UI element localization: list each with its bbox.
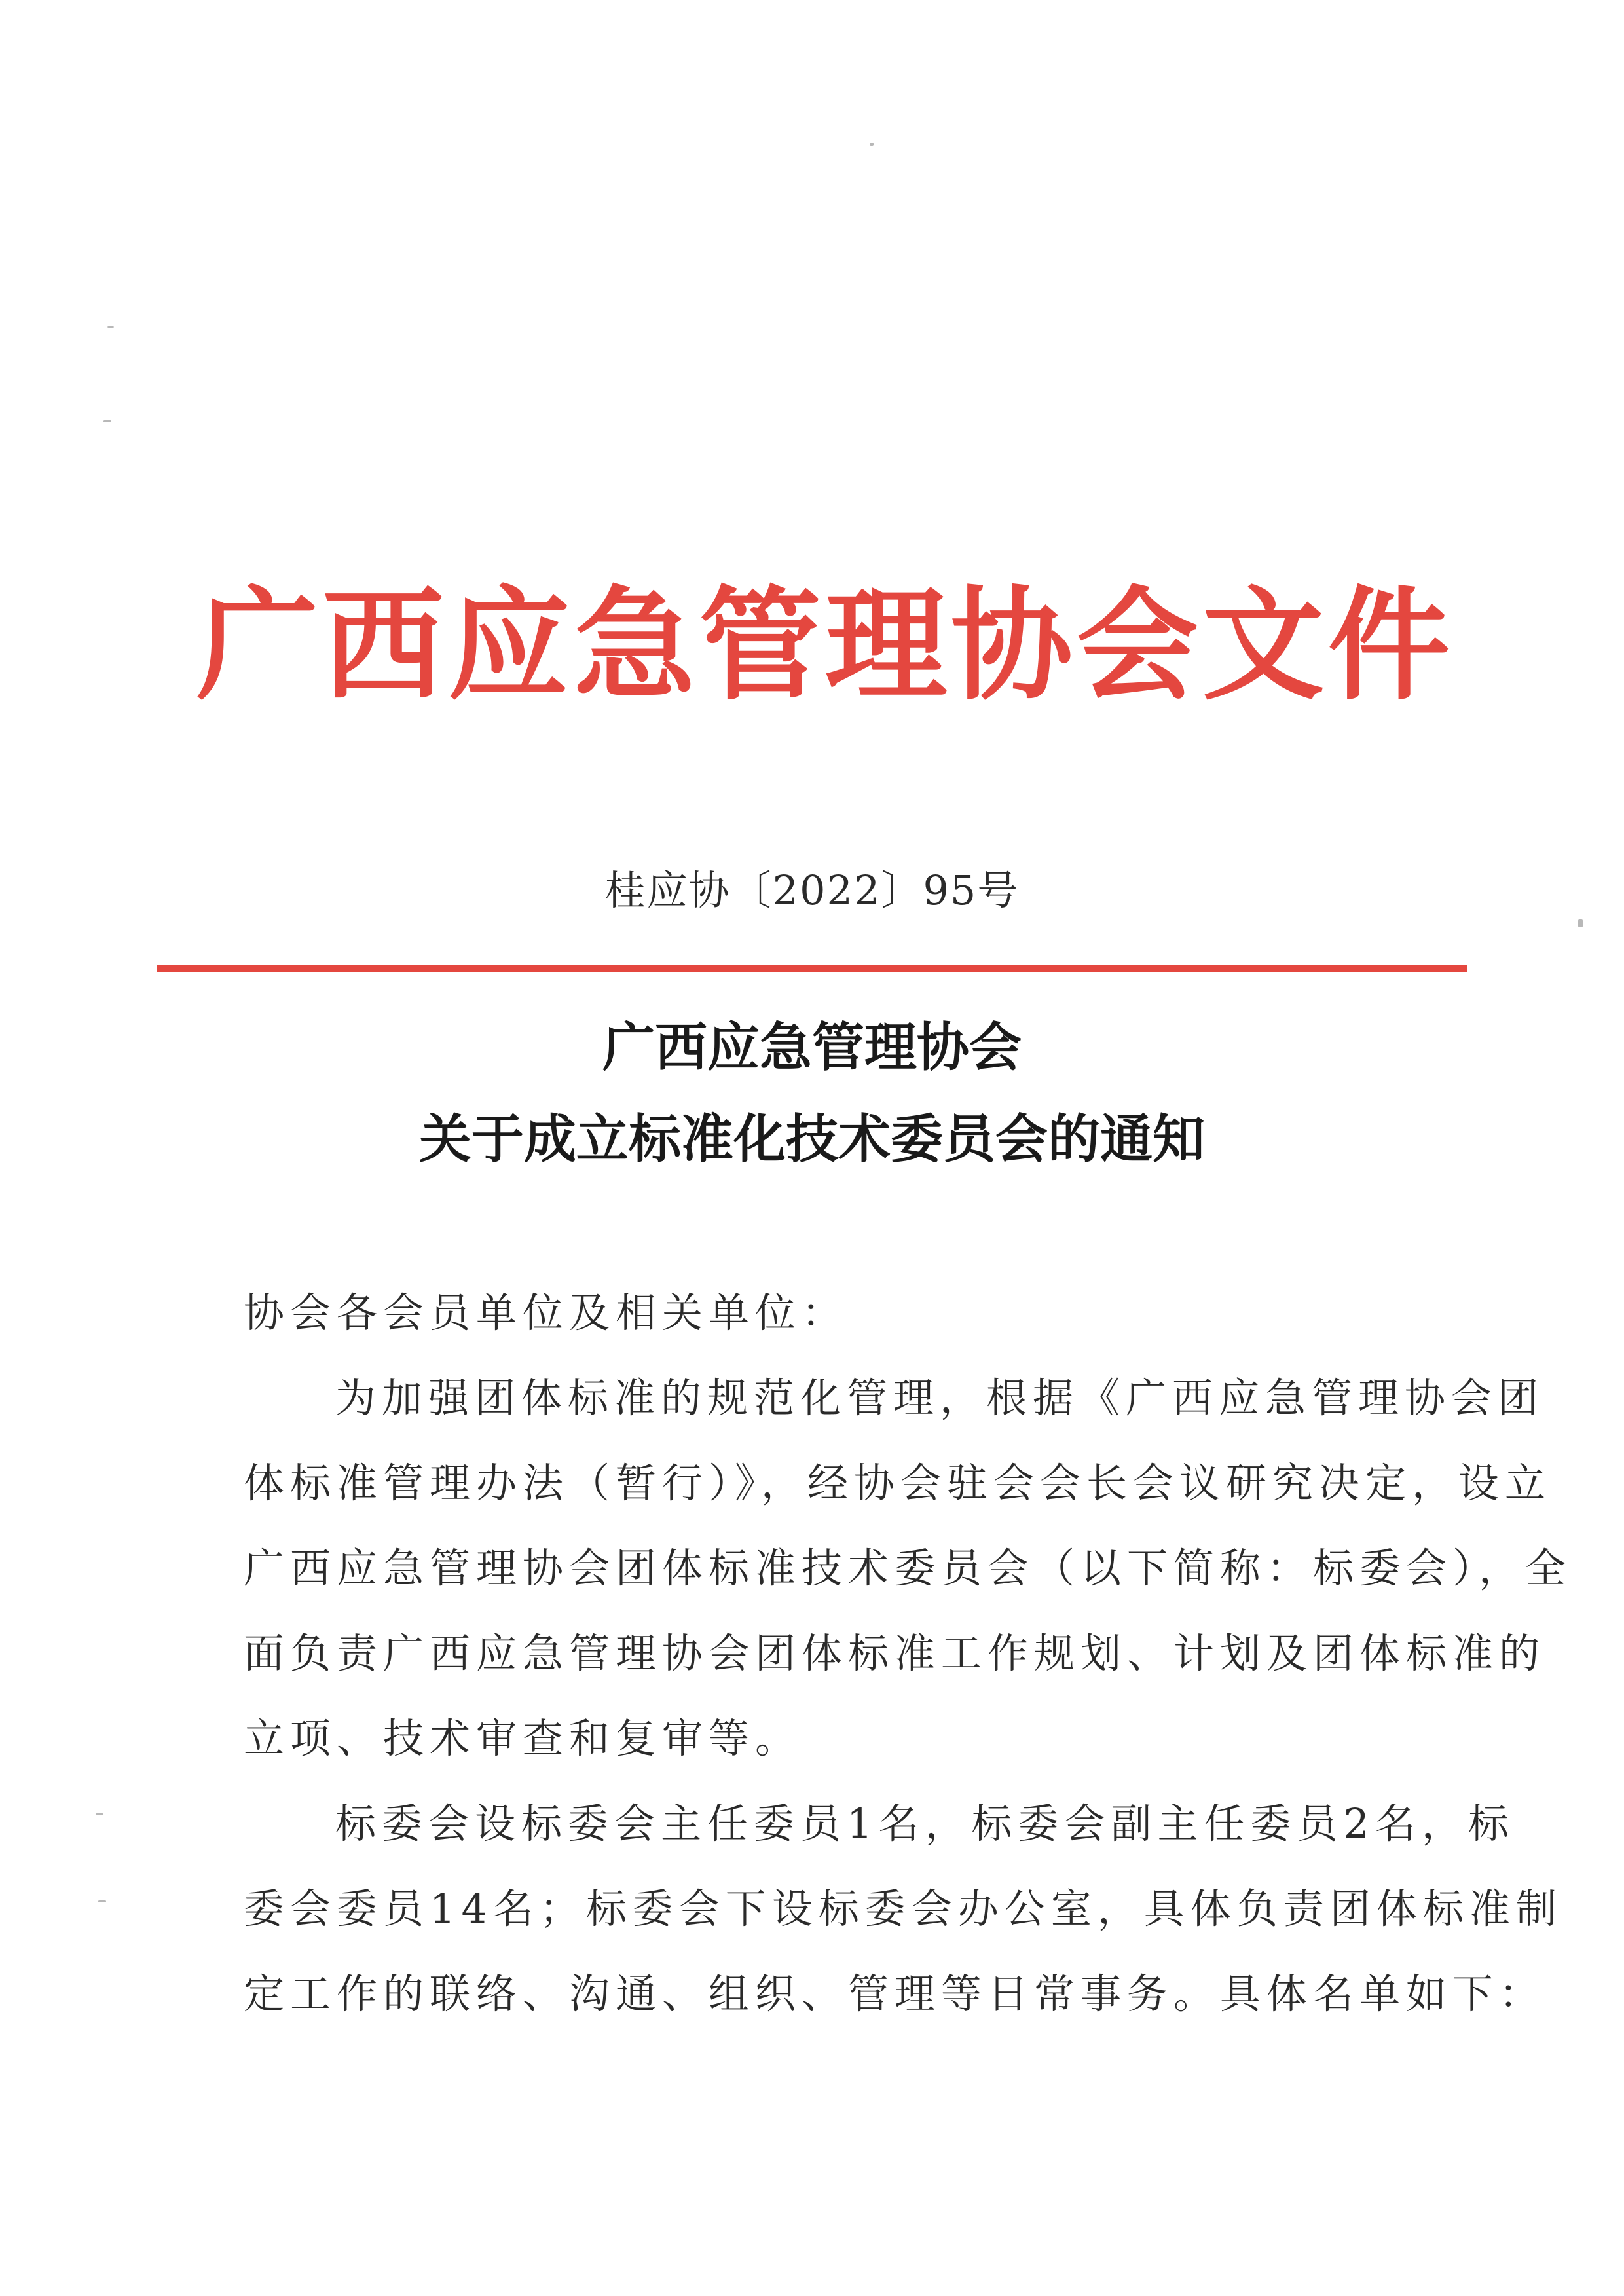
- paragraph-1-line: 面负责广西应急管理协会团体标准工作规划、计划及团体标准的: [244, 1629, 1546, 1677]
- salutation: 协会各会员单位及相关单位：: [244, 1289, 849, 1337]
- paragraph-1-line: 立项、技术审查和复审等。: [244, 1714, 802, 1762]
- document-masthead: 广西应急管理协会文件: [196, 573, 1454, 716]
- document-title-line-2: 关于成立标准化技术委员会的通知: [419, 1109, 1205, 1170]
- scan-speck: [103, 420, 111, 422]
- scan-speck: [107, 326, 114, 328]
- paragraph-2-line: 标委会设标委会主任委员1名，标委会副主任委员2名，标: [335, 1800, 1515, 1847]
- paragraph-1-line: 体标准管理办法（暂行）》，经协会驻会会长会议研究决定，设立: [244, 1459, 1552, 1507]
- paragraph-2-line: 定工作的联络、沟通、组织、管理等日常事务。具体名单如下：: [244, 1970, 1546, 2018]
- scan-speck: [870, 143, 874, 146]
- scan-speck: [1578, 919, 1583, 927]
- scan-speck: [96, 1813, 103, 1815]
- paragraph-2-line: 委会委员14名；标委会下设标委会办公室，具体负责团体标准制: [244, 1885, 1562, 1933]
- paragraph-1-line: 为加强团体标准的规范化管理，根据《广西应急管理协会团: [335, 1374, 1545, 1422]
- paragraph-1-line: 广西应急管理协会团体标准技术委员会（以下简称：标委会），全: [244, 1544, 1572, 1592]
- document-number: 桂应协〔2022〕95号: [604, 866, 1020, 914]
- red-divider-rule: [157, 965, 1467, 972]
- scan-speck: [98, 1900, 106, 1902]
- document-title-line-1: 广西应急管理协会: [602, 1017, 1022, 1078]
